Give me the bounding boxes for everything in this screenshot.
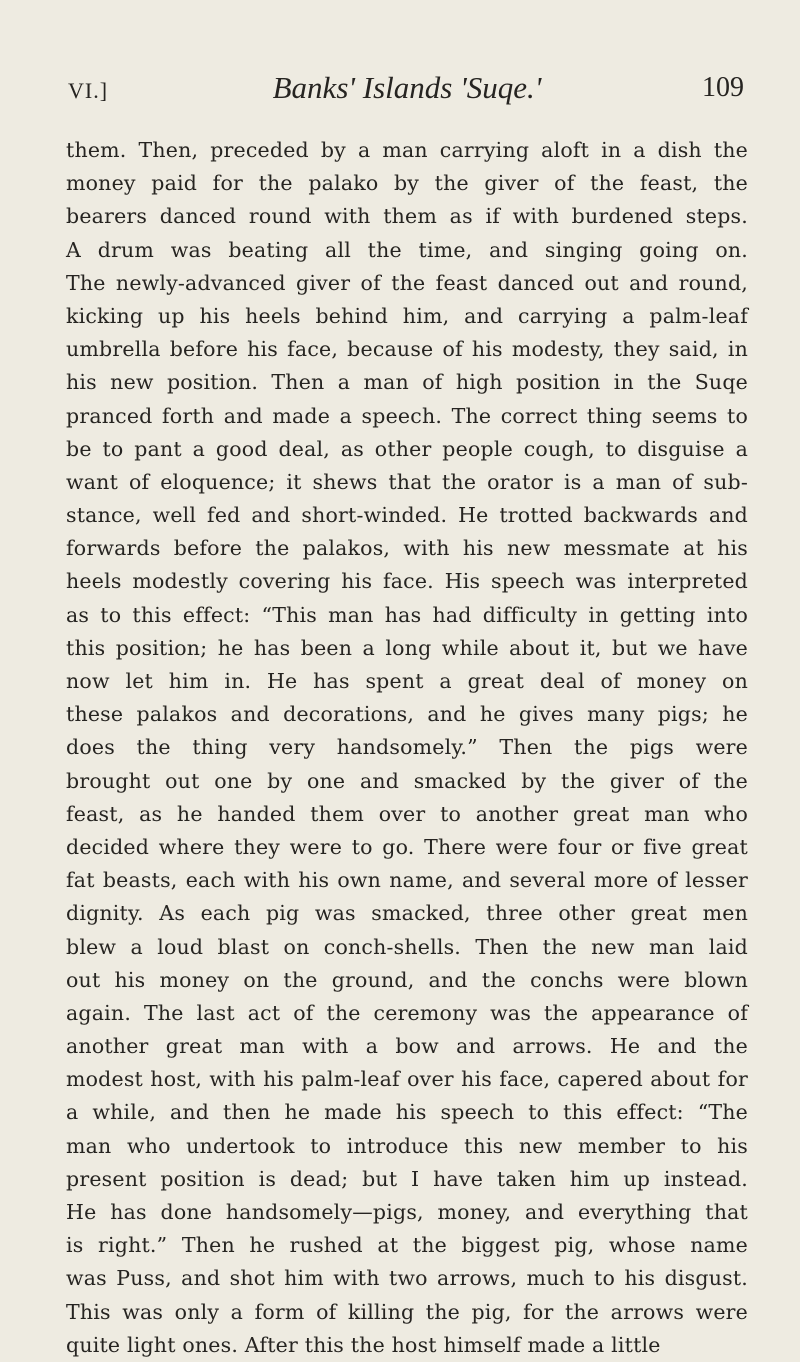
text-line: pranced forth and made a speech. The correct thing seems to (66, 403, 748, 428)
text-line: is right.” Then he rushed at the biggest pig, whose name (66, 1233, 748, 1258)
text-line: He has done handsomely—pigs, money, and everything that (66, 1200, 748, 1224)
text-line: quite light ones. After this the host himself made a little (66, 1332, 661, 1357)
text-line: was Puss, and shot him with two arrows, much to his disgust. (66, 1266, 748, 1291)
text-line: forwards before the palakos, with his new messmate at his (66, 536, 748, 561)
text-line: them. Then, preceded by a man carrying aloft in a dish the (66, 138, 748, 162)
chapter-number: VI.] (68, 78, 109, 103)
text-line: another great man with a bow and arrows. He and the (66, 1034, 748, 1059)
text-line: does the thing very handsomely.” Then the pigs were (66, 735, 748, 760)
page-number: 109 (702, 72, 744, 103)
running-title: Banks' Islands 'Suqe.' (272, 70, 542, 105)
text-line: again. The last act of the ceremony was the appearance of (66, 1000, 748, 1025)
text-line: man who undertook to introduce this new member to his (66, 1133, 748, 1158)
text-line: kicking up his heels behind him, and carrying a palm-leaf (66, 303, 748, 328)
text-line: A drum was beating all the time, and singing going on. (66, 237, 748, 262)
page-header (66, 70, 748, 110)
text-line: heels modestly covering his face. His speech was interpreted (66, 569, 748, 594)
text-line: brought out one by one and smacked by the giver of the (66, 768, 748, 793)
text-line: stance, well fed and short-winded. He trotted backwards and (66, 503, 748, 528)
text-line: now let him in. He has spent a great deal of money on (66, 669, 748, 693)
text-line: money paid for the palako by the giver of the feast, the (66, 171, 748, 196)
text-line: out his money on the ground, and the conchs were blown (66, 967, 748, 992)
text-line: dignity. As each pig was smacked, three other great men (66, 901, 748, 926)
text-line: his new position. Then a man of high position in the Suqe (66, 370, 748, 395)
body-text (66, 134, 748, 1362)
text-line: The newly-advanced giver of the feast danced out and round, (66, 270, 748, 295)
text-line: modest host, with his palm-leaf over his face, capered about for (66, 1067, 748, 1092)
text-line: bearers danced round with them as if with burdened steps. (66, 204, 748, 229)
text-line: want of eloquence; it shews that the orator is a man of sub- (66, 469, 748, 494)
text-line: as to this effect: “This man has had difficulty in getting into (66, 602, 748, 627)
text-line: present position is dead; but I have taken him up instead. (66, 1166, 748, 1191)
text-line: be to pant a good deal, as other people cough, to disguise a (66, 436, 748, 461)
text-line: these palakos and decorations, and he gives many pigs; he (66, 702, 748, 727)
text-line: This was only a form of killing the pig, for the arrows were (66, 1299, 748, 1324)
text-line: decided where they were to go. There were four or five great (66, 834, 748, 859)
text-line: feast, as he handed them over to another great man who (66, 801, 748, 826)
text-line: fat beasts, each with his own name, and several more of lesser (66, 868, 748, 893)
text-line: this position; he has been a long while about it, but we have (66, 635, 748, 660)
text-line: umbrella before his face, because of his modesty, they said, in (66, 337, 748, 362)
text-line: blew a loud blast on conch-shells. Then the new man laid (66, 934, 748, 959)
text-line: a while, and then he made his speech to this effect: “The (66, 1100, 748, 1125)
